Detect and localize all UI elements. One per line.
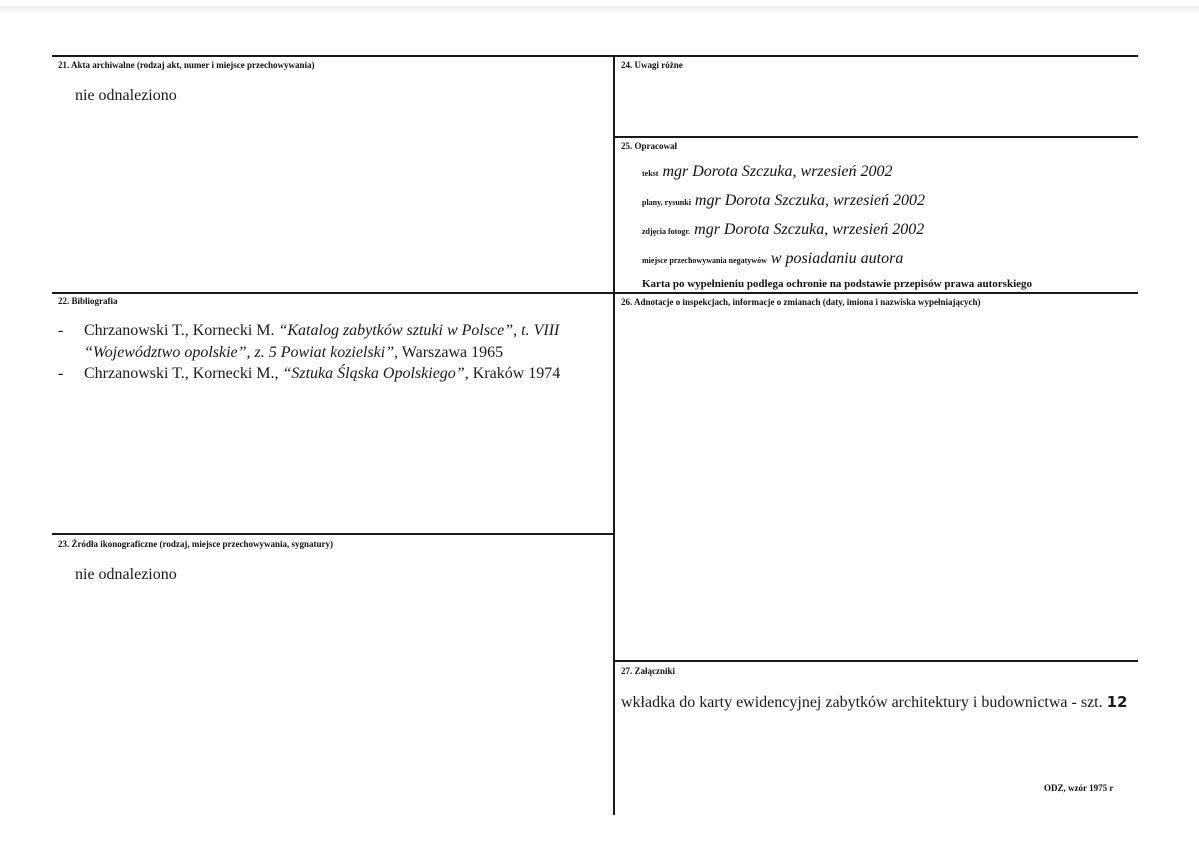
bib-title: “Sztuka Śląska Opolskiego”, [282, 365, 469, 382]
section-25-label: 25. Opracował [621, 141, 677, 151]
section-21-label: 21. Akta archiwalne (rodzaj akt, numer i miejsce przechowywania) [58, 60, 315, 70]
negatives-location: w posiadaniu autora [770, 250, 904, 267]
rule-22 [52, 292, 1138, 294]
bib-publisher: Kraków 1974 [468, 365, 561, 382]
bib-title: “Katalog zabytków sztuki w Polsce”, t. VIII [278, 322, 560, 339]
photos-author: mgr Dorota Szczuka, wrzesień 2002 [694, 221, 925, 238]
rule-23 [52, 533, 615, 535]
top-rule [52, 55, 1138, 57]
section-23-label: 23. Źródła ikonograficzne (rodzaj, miejsce przechowywania, sygnatury) [58, 539, 334, 549]
bib-subtitle: “Województwo opolskie”, z. 5 Powiat kozielski”, [84, 344, 399, 361]
rule-27 [615, 660, 1138, 662]
form-footer: ODZ, wzór 1975 r [1044, 783, 1114, 793]
bibliography-entry [58, 365, 560, 383]
drawings-label: plany, rysunki [642, 198, 691, 207]
attachment-description: wkładka do karty ewidencyjnej zabytków architektury i budownictwa - szt. [621, 694, 1103, 711]
text-author: mgr Dorota Szczuka, wrzesień 2002 [662, 163, 893, 180]
list-dash: - [58, 322, 64, 339]
section-24-label: 24. Uwagi różne [621, 60, 683, 70]
bibliography-entry-continued [84, 344, 503, 362]
author-photos-row [642, 221, 924, 239]
text-label: tekst [642, 169, 659, 178]
scan-shadow [0, 6, 1199, 14]
bib-publisher: Warszawa 1965 [398, 344, 504, 361]
center-divider [613, 55, 615, 815]
photos-label: zdjęcia fotogr. [642, 227, 691, 236]
author-text-row [642, 163, 893, 181]
negatives-row [642, 250, 903, 268]
rule-25 [615, 136, 1138, 138]
section-27-label: 27. Załączniki [621, 666, 676, 676]
section-26-label: 26. Adnotacje o inspekcjach, informacje o zmianach (daty, imiona i nazwiska wypełniających) [621, 297, 981, 307]
bib-author: Chrzanowski T., Kornecki M. [84, 322, 279, 339]
drawings-author: mgr Dorota Szczuka, wrzesień 2002 [694, 192, 925, 209]
author-drawings-row [642, 192, 925, 210]
section-23-value: nie odnaleziono [75, 566, 177, 583]
list-dash: - [58, 365, 64, 382]
copyright-note: Karta po wypełnieniu podlega ochronie na podstawie przepisów prawa autorskiego [642, 278, 1033, 290]
section-22-label: 22. Bibliografia [58, 296, 118, 306]
negatives-label: miejsce przechowywania negatywów [642, 256, 767, 265]
attachment-count: 12 [1106, 693, 1128, 711]
bib-author: Chrzanowski T., Kornecki M., [84, 365, 283, 382]
bibliography-entry [58, 322, 559, 340]
section-21-value: nie odnaleziono [75, 87, 177, 104]
section-27-value [621, 693, 1128, 712]
